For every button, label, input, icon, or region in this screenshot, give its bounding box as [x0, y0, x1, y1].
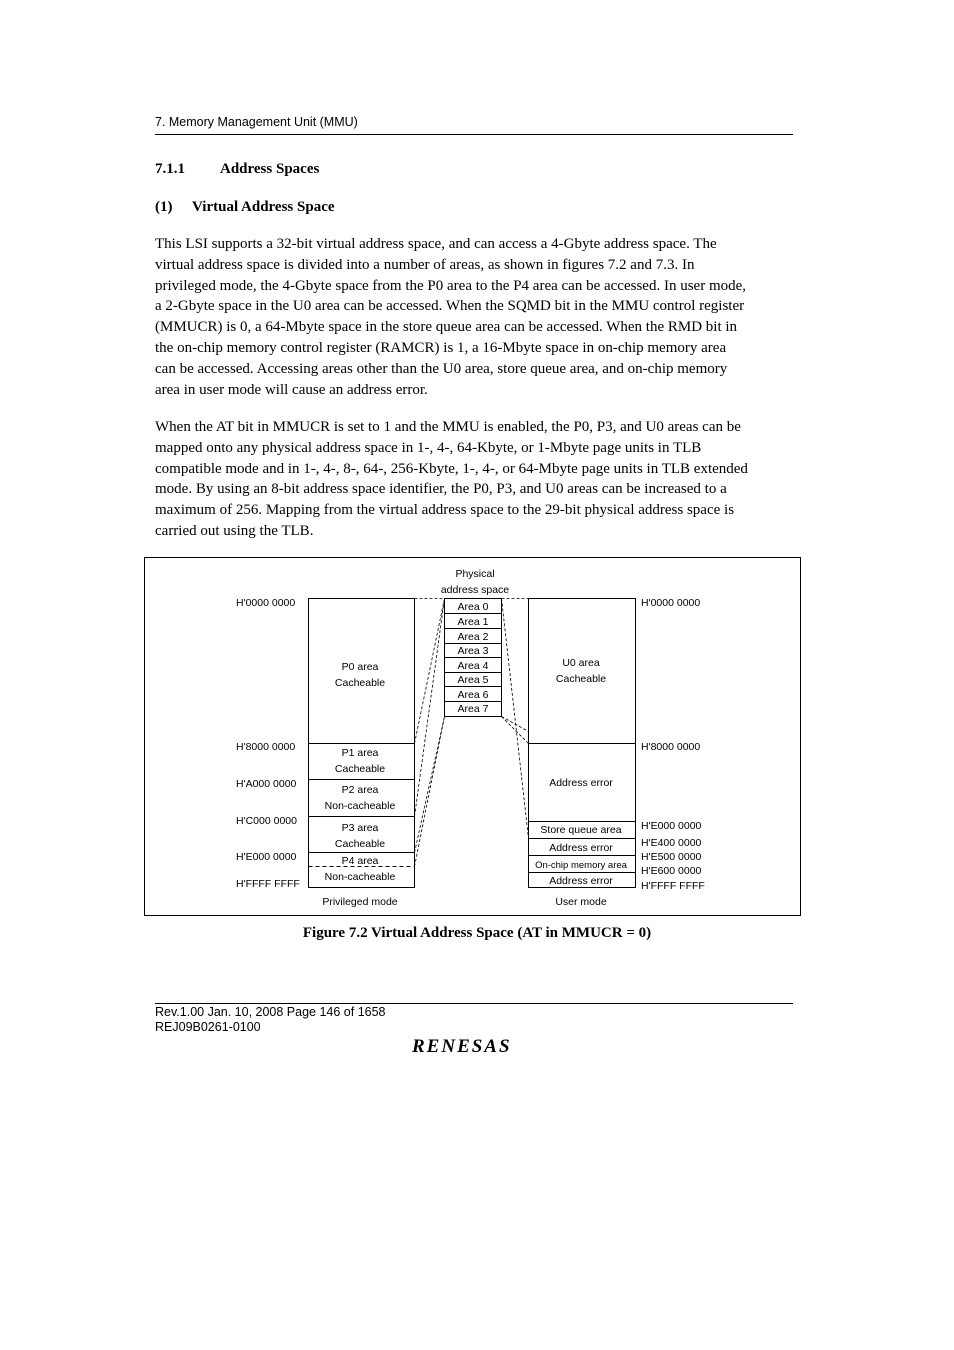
subsection-title: Virtual Address Space: [192, 199, 335, 215]
privileged-address-label: H'FFFF FFFF: [236, 878, 300, 890]
renesas-logo: [412, 1036, 537, 1058]
p4-area-attr: Non-cacheable: [324, 871, 396, 883]
paragraph-line: mode. By using an 8-bit address space identifier, the P0, P3, and U0 areas can be increased to a: [155, 481, 727, 498]
user-address-label: H'E500 0000: [641, 851, 702, 863]
paragraph-line: compatible mode and in 1-, 4-, 8-, 64-, 256-Kbyte, 1-, 4-, or 64-Mbyte page units in TLB extended: [155, 460, 748, 477]
paragraph-line: area in user mode will cause an address error.: [155, 381, 428, 398]
physical-area: Area 3: [457, 645, 489, 657]
physical-area: Area 5: [457, 674, 489, 686]
p2-area-attr: Non-cacheable: [324, 800, 396, 812]
paragraph-line: virtual address space is divided into a number of areas, as shown in figures 7.2 and 7.3. In: [155, 256, 695, 273]
p1-area-label: P1 area: [341, 747, 379, 759]
running-header: 7. Memory Management Unit (MMU): [155, 115, 358, 129]
user-address-label: H'8000 0000: [641, 741, 701, 753]
physical-title-line: Physical: [455, 568, 495, 580]
footer-doc-number: REJ09B0261-0100: [155, 1020, 261, 1034]
store-queue-label: Store queue area: [540, 824, 622, 836]
p0-area-attr: Cacheable: [334, 677, 386, 689]
user-address-label: H'E600 0000: [641, 865, 702, 877]
paragraph-line: maximum of 256. Mapping from the virtual address space to the 29-bit physical address space is: [155, 502, 735, 519]
user-address-label: H'E000 0000: [641, 820, 702, 832]
physical-area: Area 7: [457, 703, 489, 715]
privileged-address-label: H'0000 0000: [236, 597, 296, 609]
paragraph-line: carried out using the TLB.: [155, 522, 314, 539]
physical-area: Area 2: [457, 631, 489, 643]
u0-area-label: U0 area: [562, 657, 600, 669]
paragraph-line: the on-chip memory control register (RAMCR) is 1, a 16-Mbyte space in on-chip memory area: [155, 339, 727, 356]
paragraph-line: privileged mode, the 4-Gbyte space from the P0 area to the P4 area can be accessed. In user mode,: [155, 277, 747, 294]
section-title: Address Spaces: [220, 161, 320, 177]
logo-text: RENESAS: [412, 1036, 512, 1057]
user-address-label: H'E400 0000: [641, 837, 702, 849]
on-chip-memory-label: On-chip memory area: [535, 860, 627, 871]
paragraph-line: mapped onto any physical address space in 1-, 4-, 64-Kbyte, or 1-Mbyte page units in TLB: [155, 439, 702, 456]
p2-area-label: P2 area: [341, 784, 379, 796]
paragraph-line: can be accessed. Accessing areas other than the U0 area, store queue area, and on-chip memory: [155, 360, 728, 377]
privileged-address-label: H'A000 0000: [236, 778, 297, 790]
user-address-label: H'0000 0000: [641, 597, 701, 609]
footer-rule: [155, 1003, 793, 1004]
physical-area: Area 0: [457, 601, 489, 613]
physical-title-line: address space: [440, 584, 510, 596]
figure-caption: Figure 7.2 Virtual Address Space (AT in MMUCR = 0): [302, 925, 652, 941]
address-error-label: Address error: [549, 842, 613, 854]
physical-area: Area 1: [457, 616, 489, 628]
u0-area-attr: Cacheable: [555, 673, 607, 685]
p4-area-label: P4 area: [341, 855, 379, 867]
p1-area-attr: Cacheable: [334, 763, 386, 775]
p3-area-attr: Cacheable: [334, 838, 386, 850]
physical-area: Area 6: [457, 689, 489, 701]
p3-area-label: P3 area: [341, 822, 379, 834]
address-error-label: Address error: [549, 777, 613, 789]
address-error-label: Address error: [549, 875, 613, 887]
footer-revision: Rev.1.00 Jan. 10, 2008 Page 146 of 1658: [155, 1005, 386, 1019]
paragraph-line: This LSI supports a 32-bit virtual address space, and can access a 4-Gbyte address space. The: [155, 236, 717, 252]
privileged-mode-label: Privileged mode: [322, 896, 398, 908]
subsection-number: (1): [155, 199, 173, 215]
physical-area: Area 4: [457, 660, 489, 672]
privileged-address-label: H'8000 0000: [236, 741, 296, 753]
privileged-address-label: H'C000 0000: [236, 815, 297, 827]
p0-area-label: P0 area: [341, 661, 379, 673]
user-mode-label: User mode: [555, 896, 607, 908]
paragraph-line: a 2-Gbyte space in the U0 area can be accessed. When the SQMD bit in the MMU control register: [155, 298, 745, 315]
paragraph-line: (MMUCR) is 0, a 64-Mbyte space in the store queue area can be accessed. When the RMD bit in: [155, 319, 738, 336]
user-address-label: H'FFFF FFFF: [641, 880, 705, 892]
section-number: 7.1.1: [155, 161, 185, 177]
paragraph-line: When the AT bit in MMUCR is set to 1 and the MMU is enabled, the P0, P3, and U0 areas can be: [155, 419, 741, 435]
privileged-address-label: H'E000 0000: [236, 851, 297, 863]
